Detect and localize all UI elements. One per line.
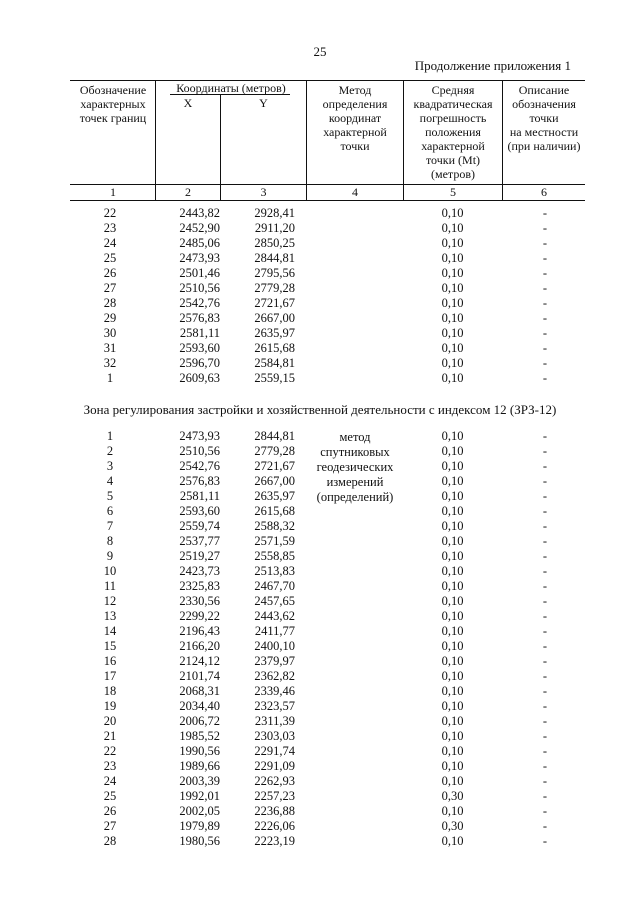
- table-row: [0, 534, 640, 549]
- point-number: 21: [103, 729, 117, 743]
- description: -: [542, 341, 548, 355]
- table-row: [0, 564, 640, 579]
- coord-x: 2537,77: [179, 534, 220, 548]
- coord-x: 2473,93: [179, 251, 220, 265]
- description: -: [542, 654, 548, 668]
- point-number: 2: [106, 444, 114, 458]
- description: -: [542, 371, 548, 385]
- coord-x: 2485,06: [179, 236, 220, 250]
- description: -: [542, 639, 548, 653]
- coord-x: 1985,52: [179, 729, 220, 743]
- coord-y: 2571,59: [254, 534, 295, 548]
- accuracy: 0,10: [441, 639, 464, 653]
- coord-y: 2844,81: [254, 429, 295, 443]
- point-number: 29: [103, 311, 117, 325]
- description: -: [542, 549, 548, 563]
- point-number: 10: [103, 564, 117, 578]
- coord-x: 2559,74: [179, 519, 220, 533]
- coord-y: 2779,28: [254, 444, 295, 458]
- accuracy: 0,10: [441, 594, 464, 608]
- coord-x: 2325,83: [179, 579, 220, 593]
- description: -: [542, 729, 548, 743]
- description: -: [542, 774, 548, 788]
- description: -: [542, 624, 548, 638]
- point-number: 12: [103, 594, 117, 608]
- description: -: [542, 221, 548, 235]
- accuracy: 0,10: [441, 564, 464, 578]
- table-row: [0, 251, 640, 266]
- table-row: [0, 804, 640, 819]
- accuracy: 0,10: [441, 221, 464, 235]
- description: -: [542, 206, 548, 220]
- accuracy: 0,10: [441, 759, 464, 773]
- description: -: [542, 489, 548, 503]
- col-number: 4: [352, 185, 358, 199]
- header-col6-line: обозначения: [512, 97, 576, 111]
- description: -: [542, 834, 548, 848]
- point-number: 27: [103, 819, 117, 833]
- coord-y: 2635,97: [254, 489, 295, 503]
- coord-y: 2400,10: [254, 639, 295, 653]
- accuracy: 0,10: [441, 744, 464, 758]
- point-number: 23: [103, 221, 117, 235]
- table-row: [0, 474, 640, 489]
- method-line: метод: [339, 430, 371, 444]
- point-number: 23: [103, 759, 117, 773]
- col-divider: [155, 80, 156, 200]
- accuracy: 0,10: [441, 729, 464, 743]
- point-number: 7: [106, 519, 114, 533]
- coord-x: 1992,01: [179, 789, 220, 803]
- coord-y: 2513,83: [254, 564, 295, 578]
- col-divider: [220, 95, 221, 200]
- col-number: 6: [541, 185, 547, 199]
- point-number: 28: [103, 296, 117, 310]
- coord-x: 2593,60: [179, 504, 220, 518]
- header-col1-line: точек границ: [79, 111, 147, 125]
- coord-y: 2379,97: [254, 654, 295, 668]
- coord-x: 2581,11: [179, 489, 220, 503]
- accuracy: 0,10: [441, 579, 464, 593]
- description: -: [542, 684, 548, 698]
- accuracy: 0,10: [441, 429, 464, 443]
- header-col1-line: Обозначение: [79, 83, 147, 97]
- table-row: [0, 594, 640, 609]
- point-number: 15: [103, 639, 117, 653]
- point-number: 16: [103, 654, 117, 668]
- table-row: [0, 221, 640, 236]
- description: -: [542, 251, 548, 265]
- table-row: [0, 326, 640, 341]
- coord-y: 2339,46: [254, 684, 295, 698]
- coord-x: 2002,05: [179, 804, 220, 818]
- coord-x: 2596,70: [179, 356, 220, 370]
- point-number: 25: [103, 789, 117, 803]
- header-col4-line: характерной: [323, 125, 387, 139]
- coord-x: 2196,43: [179, 624, 220, 638]
- section2-rows: [0, 429, 640, 849]
- point-number: 20: [103, 714, 117, 728]
- point-number: 26: [103, 804, 117, 818]
- coord-x: 2003,39: [179, 774, 220, 788]
- accuracy: 0,10: [441, 489, 464, 503]
- header-col6-line: на местности: [509, 125, 579, 139]
- coord-x: 2006,72: [179, 714, 220, 728]
- description: -: [542, 789, 548, 803]
- table-row: [0, 236, 640, 251]
- table-row: [0, 834, 640, 849]
- header-col4-line: координат: [328, 111, 382, 125]
- table-row: [0, 744, 640, 759]
- table-row: [0, 624, 640, 639]
- accuracy: 0,30: [441, 789, 464, 803]
- header-col6-line: точки: [529, 111, 559, 125]
- table-row: [0, 504, 640, 519]
- description: -: [542, 281, 548, 295]
- header-col5-line: (метров): [431, 167, 475, 181]
- table-row: [0, 684, 640, 699]
- coord-x: 1990,56: [179, 744, 220, 758]
- coord-x: 2593,60: [179, 341, 220, 355]
- accuracy: 0,10: [441, 341, 464, 355]
- accuracy: 0,10: [441, 251, 464, 265]
- coord-x: 1980,56: [179, 834, 220, 848]
- point-number: 30: [103, 326, 117, 340]
- header-col5-line: квадратическая: [413, 97, 493, 111]
- table-row: [0, 789, 640, 804]
- coord-y: 2467,70: [254, 579, 295, 593]
- point-number: 27: [103, 281, 117, 295]
- accuracy: 0,10: [441, 371, 464, 385]
- description: -: [542, 356, 548, 370]
- point-number: 19: [103, 699, 117, 713]
- table-row: [0, 356, 640, 371]
- description: -: [542, 579, 548, 593]
- coord-y: 2721,67: [254, 459, 295, 473]
- coord-y: 2223,19: [254, 834, 295, 848]
- description: -: [542, 609, 548, 623]
- description: -: [542, 594, 548, 608]
- table-row: [0, 669, 640, 684]
- table-row: [0, 819, 640, 834]
- table-row: [0, 281, 640, 296]
- description: -: [542, 699, 548, 713]
- coord-y: 2257,23: [254, 789, 295, 803]
- description: -: [542, 519, 548, 533]
- coord-y: 2844,81: [254, 251, 295, 265]
- coord-x: 2501,46: [179, 266, 220, 280]
- header-col6-line: Описание: [518, 83, 570, 97]
- table-row: [0, 296, 640, 311]
- table-row: [0, 729, 640, 744]
- point-number: 31: [103, 341, 117, 355]
- coord-x: 2034,40: [179, 699, 220, 713]
- accuracy: 0,10: [441, 444, 464, 458]
- description: -: [542, 266, 548, 280]
- point-number: 11: [103, 579, 117, 593]
- col-number: 3: [260, 185, 267, 199]
- coord-y: 2262,93: [254, 774, 295, 788]
- description: -: [542, 326, 548, 340]
- header-top-rule: [70, 80, 585, 81]
- coord-y: 2291,74: [254, 744, 295, 758]
- accuracy: 0,10: [441, 206, 464, 220]
- point-number: 28: [103, 834, 117, 848]
- coord-x: 2423,73: [179, 564, 220, 578]
- description: -: [542, 564, 548, 578]
- description: -: [542, 459, 548, 473]
- table-row: [0, 341, 640, 356]
- table-row: [0, 654, 640, 669]
- accuracy: 0,10: [441, 356, 464, 370]
- table-row: [0, 266, 640, 281]
- accuracy: 0,10: [441, 534, 464, 548]
- description: -: [542, 819, 548, 833]
- coord-y: 2584,81: [254, 356, 295, 370]
- point-number: 3: [106, 459, 114, 473]
- coord-y: 2635,97: [254, 326, 295, 340]
- point-number: 4: [106, 474, 114, 488]
- coord-x: 2510,56: [179, 281, 220, 295]
- description: -: [542, 759, 548, 773]
- accuracy: 0,10: [441, 311, 464, 325]
- coord-x: 2609,63: [179, 371, 220, 385]
- table-row: [0, 429, 640, 444]
- table-row: [0, 519, 640, 534]
- header-bottom-rule: [70, 200, 585, 201]
- coord-x: 2166,20: [179, 639, 220, 653]
- point-number: 22: [103, 206, 117, 220]
- table-row: [0, 489, 640, 504]
- header-col4-line: определения: [322, 97, 388, 111]
- coord-y: 2667,00: [254, 311, 295, 325]
- point-number: 25: [103, 251, 117, 265]
- method-line: спутниковых: [320, 445, 390, 459]
- accuracy: 0,10: [441, 609, 464, 623]
- table-row: [0, 459, 640, 474]
- coord-x: 2519,27: [179, 549, 220, 563]
- header-col1: [72, 83, 154, 125]
- table-row: [0, 549, 640, 564]
- description: -: [542, 429, 548, 443]
- description: -: [542, 714, 548, 728]
- method-line: измерений: [326, 475, 384, 489]
- coord-y: 2667,00: [254, 474, 295, 488]
- description: -: [542, 236, 548, 250]
- table-row: [0, 699, 640, 714]
- method-line: (определений): [316, 490, 394, 504]
- coord-y: 2226,06: [254, 819, 295, 833]
- coord-y: 2443,62: [254, 609, 295, 623]
- coord-x: 2068,31: [179, 684, 220, 698]
- point-number: 22: [103, 744, 117, 758]
- accuracy: 0,10: [441, 699, 464, 713]
- header-col5-line: положения: [425, 125, 481, 139]
- coord-x: 2542,76: [179, 296, 220, 310]
- accuracy: 0,10: [441, 504, 464, 518]
- description: -: [542, 804, 548, 818]
- continuation-label: Продолжение приложения 1: [414, 58, 571, 73]
- header-y: Y: [259, 96, 268, 110]
- accuracy: 0,10: [441, 519, 464, 533]
- zone-title: Зона регулирования застройки и хозяйственной деятельности с индексом 12 (ЗРЗ-12): [83, 402, 557, 417]
- point-number: 17: [103, 669, 117, 683]
- coord-y: 2779,28: [254, 281, 295, 295]
- point-number: 14: [103, 624, 117, 638]
- coord-y: 2291,09: [254, 759, 295, 773]
- accuracy: 0,10: [441, 296, 464, 310]
- coord-y: 2303,03: [254, 729, 295, 743]
- accuracy: 0,10: [441, 549, 464, 563]
- accuracy: 0,10: [441, 804, 464, 818]
- coord-y: 2559,15: [254, 371, 295, 385]
- accuracy: 0,10: [441, 714, 464, 728]
- coord-y: 2311,39: [254, 714, 295, 728]
- description: -: [542, 296, 548, 310]
- header-col1-line: характерных: [80, 97, 146, 111]
- point-number: 1: [106, 371, 114, 385]
- coord-y: 2911,20: [254, 221, 295, 235]
- point-number: 6: [106, 504, 114, 518]
- coord-x: 2542,76: [179, 459, 220, 473]
- point-number: 18: [103, 684, 117, 698]
- description: -: [542, 444, 548, 458]
- point-number: 32: [103, 356, 117, 370]
- coord-y: 2588,32: [254, 519, 295, 533]
- coord-x: 2443,82: [179, 206, 220, 220]
- point-number: 24: [103, 236, 117, 250]
- accuracy: 0,10: [441, 624, 464, 638]
- coord-y: 2928,41: [254, 206, 295, 220]
- accuracy: 0,10: [441, 834, 464, 848]
- description: -: [542, 474, 548, 488]
- table-row: [0, 206, 640, 221]
- point-number: 1: [106, 429, 114, 443]
- header-col6-line: (при наличии): [507, 139, 581, 153]
- coord-x: 2452,90: [179, 221, 220, 235]
- table-row: [0, 774, 640, 789]
- table-row: [0, 639, 640, 654]
- description: -: [542, 504, 548, 518]
- header-col5: [404, 83, 502, 181]
- coord-y: 2795,56: [254, 266, 295, 280]
- header-col4-line: точки: [340, 139, 370, 153]
- header-col4: [307, 83, 403, 153]
- section1-rows: [0, 206, 640, 386]
- accuracy: 0,10: [441, 326, 464, 340]
- coord-x: 2299,22: [179, 609, 220, 623]
- page-number: 25: [313, 44, 327, 59]
- point-number: 5: [106, 489, 114, 503]
- accuracy: 0,30: [441, 819, 464, 833]
- coord-x: 2330,56: [179, 594, 220, 608]
- coord-y: 2323,57: [254, 699, 295, 713]
- accuracy: 0,10: [441, 459, 464, 473]
- coord-y: 2615,68: [254, 341, 295, 355]
- coord-x: 1989,66: [179, 759, 220, 773]
- col-number: 5: [450, 185, 456, 199]
- accuracy: 0,10: [441, 474, 464, 488]
- header-col4-line: Метод: [338, 83, 372, 97]
- accuracy: 0,10: [441, 669, 464, 683]
- table-row: [0, 311, 640, 326]
- point-number: 8: [106, 534, 114, 548]
- coord-y: 2558,85: [254, 549, 295, 563]
- header-col5-line: Средняя: [431, 83, 475, 97]
- description: -: [542, 669, 548, 683]
- header-col5-line: характерной: [421, 139, 485, 153]
- table-row: [0, 579, 640, 594]
- point-number: 13: [103, 609, 117, 623]
- point-number: 26: [103, 266, 117, 280]
- col-number: 1: [110, 185, 116, 199]
- coord-y: 2850,25: [254, 236, 295, 250]
- header-col5-line: точки (Mt): [425, 153, 481, 167]
- coord-y: 2236,88: [254, 804, 295, 818]
- coord-x: 2576,83: [179, 474, 220, 488]
- coord-x: 2101,74: [179, 669, 220, 683]
- accuracy: 0,10: [441, 654, 464, 668]
- table-row: [0, 714, 640, 729]
- coord-y: 2411,77: [254, 624, 295, 638]
- coord-y: 2721,67: [254, 296, 295, 310]
- table-row: [0, 759, 640, 774]
- accuracy: 0,10: [441, 266, 464, 280]
- coord-x: 2581,11: [179, 326, 220, 340]
- header-col5-line: погрешность: [419, 111, 487, 125]
- col-number: 2: [185, 185, 191, 199]
- point-number: 9: [106, 549, 114, 563]
- table-row: [0, 371, 640, 386]
- coord-x: 1979,89: [179, 819, 220, 833]
- coord-y: 2362,82: [254, 669, 295, 683]
- accuracy: 0,10: [441, 281, 464, 295]
- coord-y: 2615,68: [254, 504, 295, 518]
- accuracy: 0,10: [441, 684, 464, 698]
- table-row: [0, 609, 640, 624]
- point-number: 24: [103, 774, 117, 788]
- table-row: [0, 444, 640, 459]
- header-coords-group: Координаты (метров): [176, 81, 286, 95]
- coord-y: 2457,65: [254, 594, 295, 608]
- coord-x: 2510,56: [179, 444, 220, 458]
- header-col6: [503, 83, 585, 153]
- method-line: геодезических: [316, 460, 394, 474]
- accuracy: 0,10: [441, 774, 464, 788]
- description: -: [542, 311, 548, 325]
- description: -: [542, 534, 548, 548]
- coord-x: 2576,83: [179, 311, 220, 325]
- coord-x: 2473,93: [179, 429, 220, 443]
- accuracy: 0,10: [441, 236, 464, 250]
- header-x: X: [183, 96, 193, 110]
- description: -: [542, 744, 548, 758]
- coord-x: 2124,12: [179, 654, 220, 668]
